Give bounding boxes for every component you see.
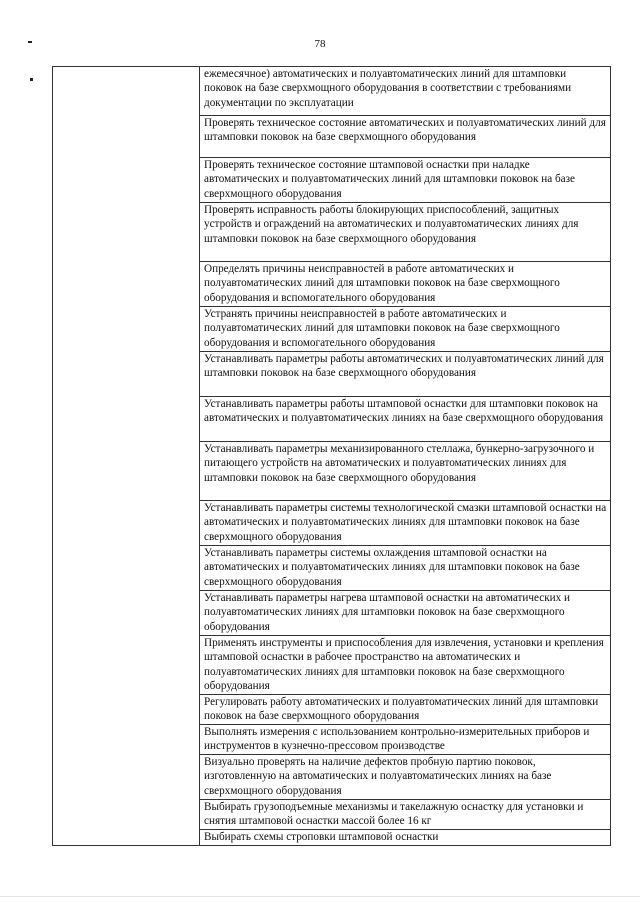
table-cell: Регулировать работу автоматических и полуавтоматических линий для штамповки поковок на базе сверхмощного оборудования [200, 695, 611, 725]
table-cell: Выбирать схемы строповки штамповой оснастки [200, 830, 611, 846]
table-cell: Устанавливать параметры механизированного стеллажа, бункерно-загрузочного и питающего устройств на автоматических и полуавтоматических линиях для штамповки поковок на базе сверхмощного оборудования [200, 442, 611, 501]
table-cell: Устанавливать параметры системы охлаждения штамповой оснастки на автоматических и полуавтоматических линиях для штамповки поковок на базе сверхмощного оборудования [200, 546, 611, 591]
table-cell: Выполнять измерения с использованием контрольно-измерительных приборов и инструментов в кузнечно-прессовом производстве [200, 725, 611, 755]
table-cell: Проверять техническое состояние штамповой оснастки при наладке автоматических и полуавтоматических линий для штамповки поковок на базе сверхмощного оборудования [200, 158, 611, 203]
table-row [53, 67, 611, 116]
scan-edge-line [0, 896, 640, 897]
table-cell: Выбирать грузоподъемные механизмы и такелажную оснастку для установки и снятия штамповой оснастки массой более 16 кг [200, 800, 611, 830]
page-number: 78 [314, 38, 326, 50]
table-cell: Визуально проверять на наличие дефектов пробную партию поковок, изготовленную на автоматических и полуавтоматических линиях на базе сверхмощного оборудования [200, 755, 611, 800]
table-cell: Устанавливать параметры нагрева штамповой оснастки на автоматических и полуавтоматических линиях для штамповки поковок на базе сверхмощного оборудования [200, 591, 611, 636]
table-cell: Применять инструменты и приспособления для извлечения, установки и крепления штамповой оснастки в рабочее пространство на автоматических и полуавтоматических линиях для штамповки поковок на базе сверхмощного оборудования [200, 636, 611, 695]
table-cell: Устанавливать параметры работы автоматических и полуавтоматических линий для штамповки поковок на базе сверхмощного оборудования [200, 352, 611, 397]
left-column-cell [53, 67, 200, 846]
table-cell: Проверять техническое состояние автоматических и полуавтоматических линий для штамповки поковок на базе сверхмощного оборудования [200, 116, 611, 158]
table-cell: Проверять исправность работы блокирующих приспособлений, защитных устройств и ограждений на автоматических и полуавтоматических линиях для штамповки поковок на базе сверхмощного оборудования [200, 203, 611, 262]
scan-mark [30, 78, 33, 81]
skills-table [52, 66, 611, 846]
table-cell: Устранять причины неисправностей в работе автоматических и полуавтоматических линий для штамповки поковок на базе сверхмощного оборудования и вспомогательного оборудования [200, 307, 611, 352]
table-cell: Определять причины неисправностей в работе автоматических и полуавтоматических линий для штамповки поковок на базе сверхмощного оборудования и вспомогательного оборудования [200, 262, 611, 307]
scan-mark [28, 41, 32, 43]
table-cell: ежемесячное) автоматических и полуавтоматических линий для штамповки поковок на базе сверхмощного оборудования в соответствии с требованиями документации по эксплуатации [200, 67, 611, 116]
table-cell: Устанавливать параметры работы штамповой оснастки для штамповки поковок на автоматических и полуавтоматических линиях на базе сверхмощного оборудования [200, 397, 611, 442]
table-cell: Устанавливать параметры системы технологической смазки штамповой оснастки на автоматических и полуавтоматических линиях для штамповки поковок на базе сверхмощного оборудования [200, 501, 611, 546]
